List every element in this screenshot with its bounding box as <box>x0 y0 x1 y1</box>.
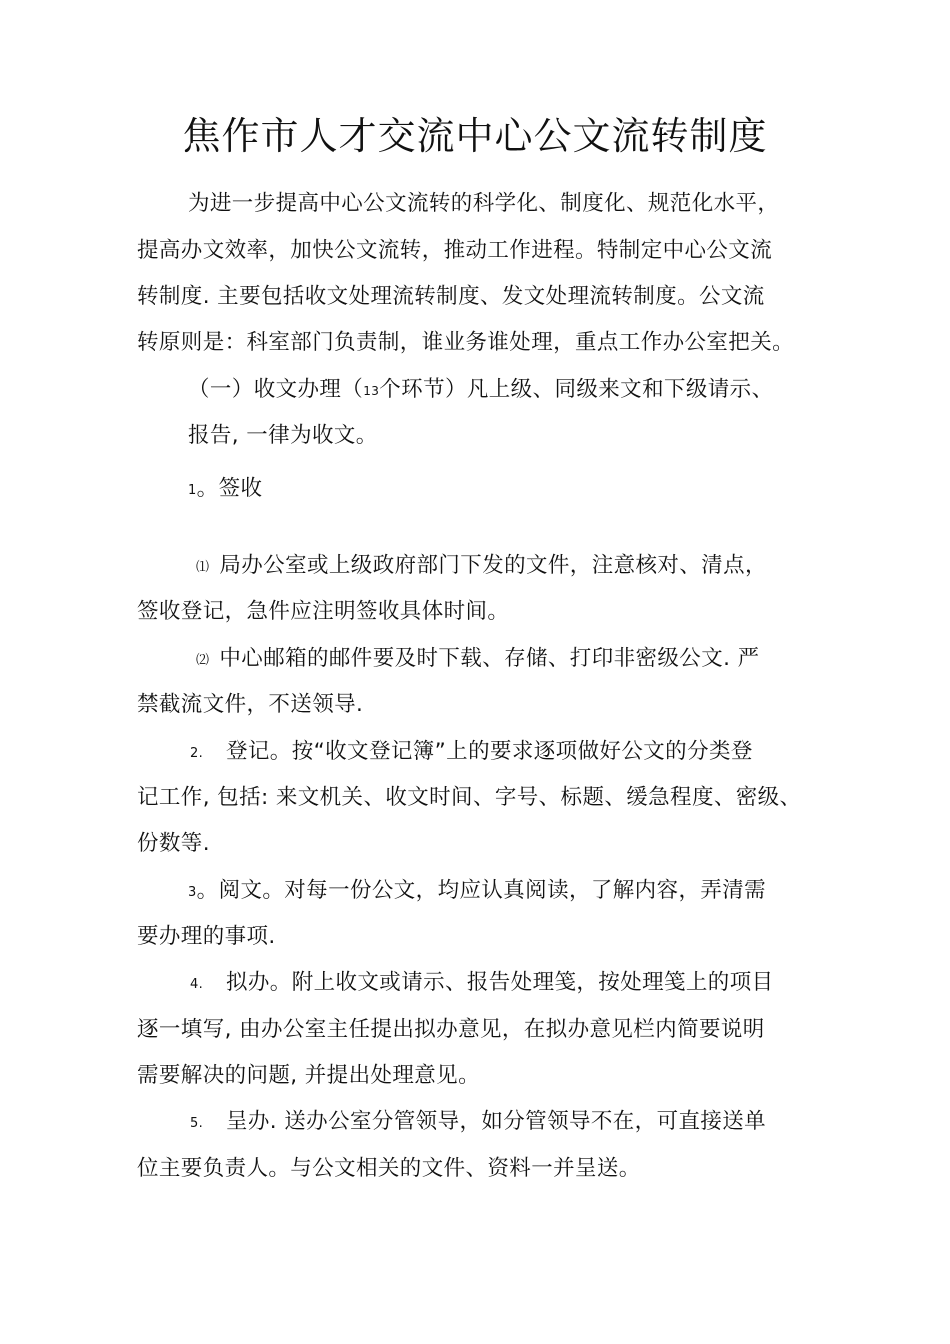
item-5-text: 呈办. 送办公室分管领导，如分管领导不在，可直接送单 <box>226 1109 767 1134</box>
item-3-line-1 <box>188 876 766 908</box>
section-1-prefix: （一）收文办理（ <box>188 377 364 402</box>
item-5-line-1 <box>190 1107 766 1139</box>
item-1-text: 。签收 <box>196 476 263 501</box>
item-3-line-2: 要办理的事项. <box>137 924 276 949</box>
item-1-number: 1 <box>188 483 197 498</box>
item-4-line-2: 逐一填写, 由办公室主任提出拟办意见，在拟办意见栏内简要说明 <box>137 1017 765 1042</box>
item-4-line-1 <box>190 968 774 1000</box>
document-title: 焦作市人才交流中心公文流转制度 <box>182 114 768 158</box>
sub-2-line-1 <box>196 644 759 676</box>
sub-2-number: ⑵ <box>196 653 210 668</box>
sub-1-line-1 <box>196 551 767 583</box>
item-4-line-3: 需要解决的问题, 并提出处理意见。 <box>137 1063 480 1088</box>
intro-line-3: 转制度. 主要包括收文处理流转制度、发文处理流转制度。公文流 <box>137 284 765 309</box>
item-3-number: 3 <box>188 885 197 900</box>
item-2-text: 登记。按“收文登记簿”上的要求逐项做好公文的分类登 <box>226 739 753 764</box>
item-3-text: 。阅文。对每一份公文，均应认真阅读，了解内容，弄清需 <box>196 878 767 903</box>
sub-2-text: 中心邮箱的邮件要及时下载、存储、打印非密级公文. 严 <box>219 646 760 671</box>
intro-line-1: 为进一步提高中心公文流转的科学化、制度化、规范化水平， <box>188 191 780 216</box>
intro-line-4: 转原则是：科室部门负责制，谁业务谁处理，重点工作办公室把关。 <box>137 330 795 355</box>
item-4-text: 拟办。附上收文或请示、报告处理笺，按处理笺上的项目 <box>226 970 774 995</box>
item-4-number: 4. <box>190 977 204 992</box>
sub-2-line-2: 禁截流文件，不送领导. <box>137 692 364 717</box>
sub-1-line-2: 签收登记，急件应注明签收具体时间。 <box>137 599 510 624</box>
sub-1-number: ⑴ <box>196 560 210 575</box>
section-1-line-2: 报告, 一律为收文。 <box>188 423 378 448</box>
item-2-line-1 <box>190 737 753 769</box>
item-2-line-2: 记工作, 包括: 来文机关、收文时间、字号、标题、缓急程度、密级、 <box>137 785 802 810</box>
item-1-heading <box>188 474 262 506</box>
section-1-suffix: 个环节）凡上级、同级来文和下级请示、 <box>379 377 774 402</box>
item-2-number: 2. <box>190 746 204 761</box>
item-2-line-3: 份数等. <box>137 831 210 856</box>
section-1-count: 13 <box>363 384 380 398</box>
item-5-number: 5. <box>190 1116 204 1131</box>
item-5-line-2: 位主要负责人。与公文相关的文件、资料一并呈送。 <box>137 1156 641 1181</box>
intro-line-2: 提高办文效率，加快公文流转，推动工作进程。特制定中心公文流 <box>137 238 773 263</box>
section-1-line-1 <box>188 375 773 406</box>
sub-1-text: 局办公室或上级政府部门下发的文件，注意核对、清点， <box>219 553 767 578</box>
